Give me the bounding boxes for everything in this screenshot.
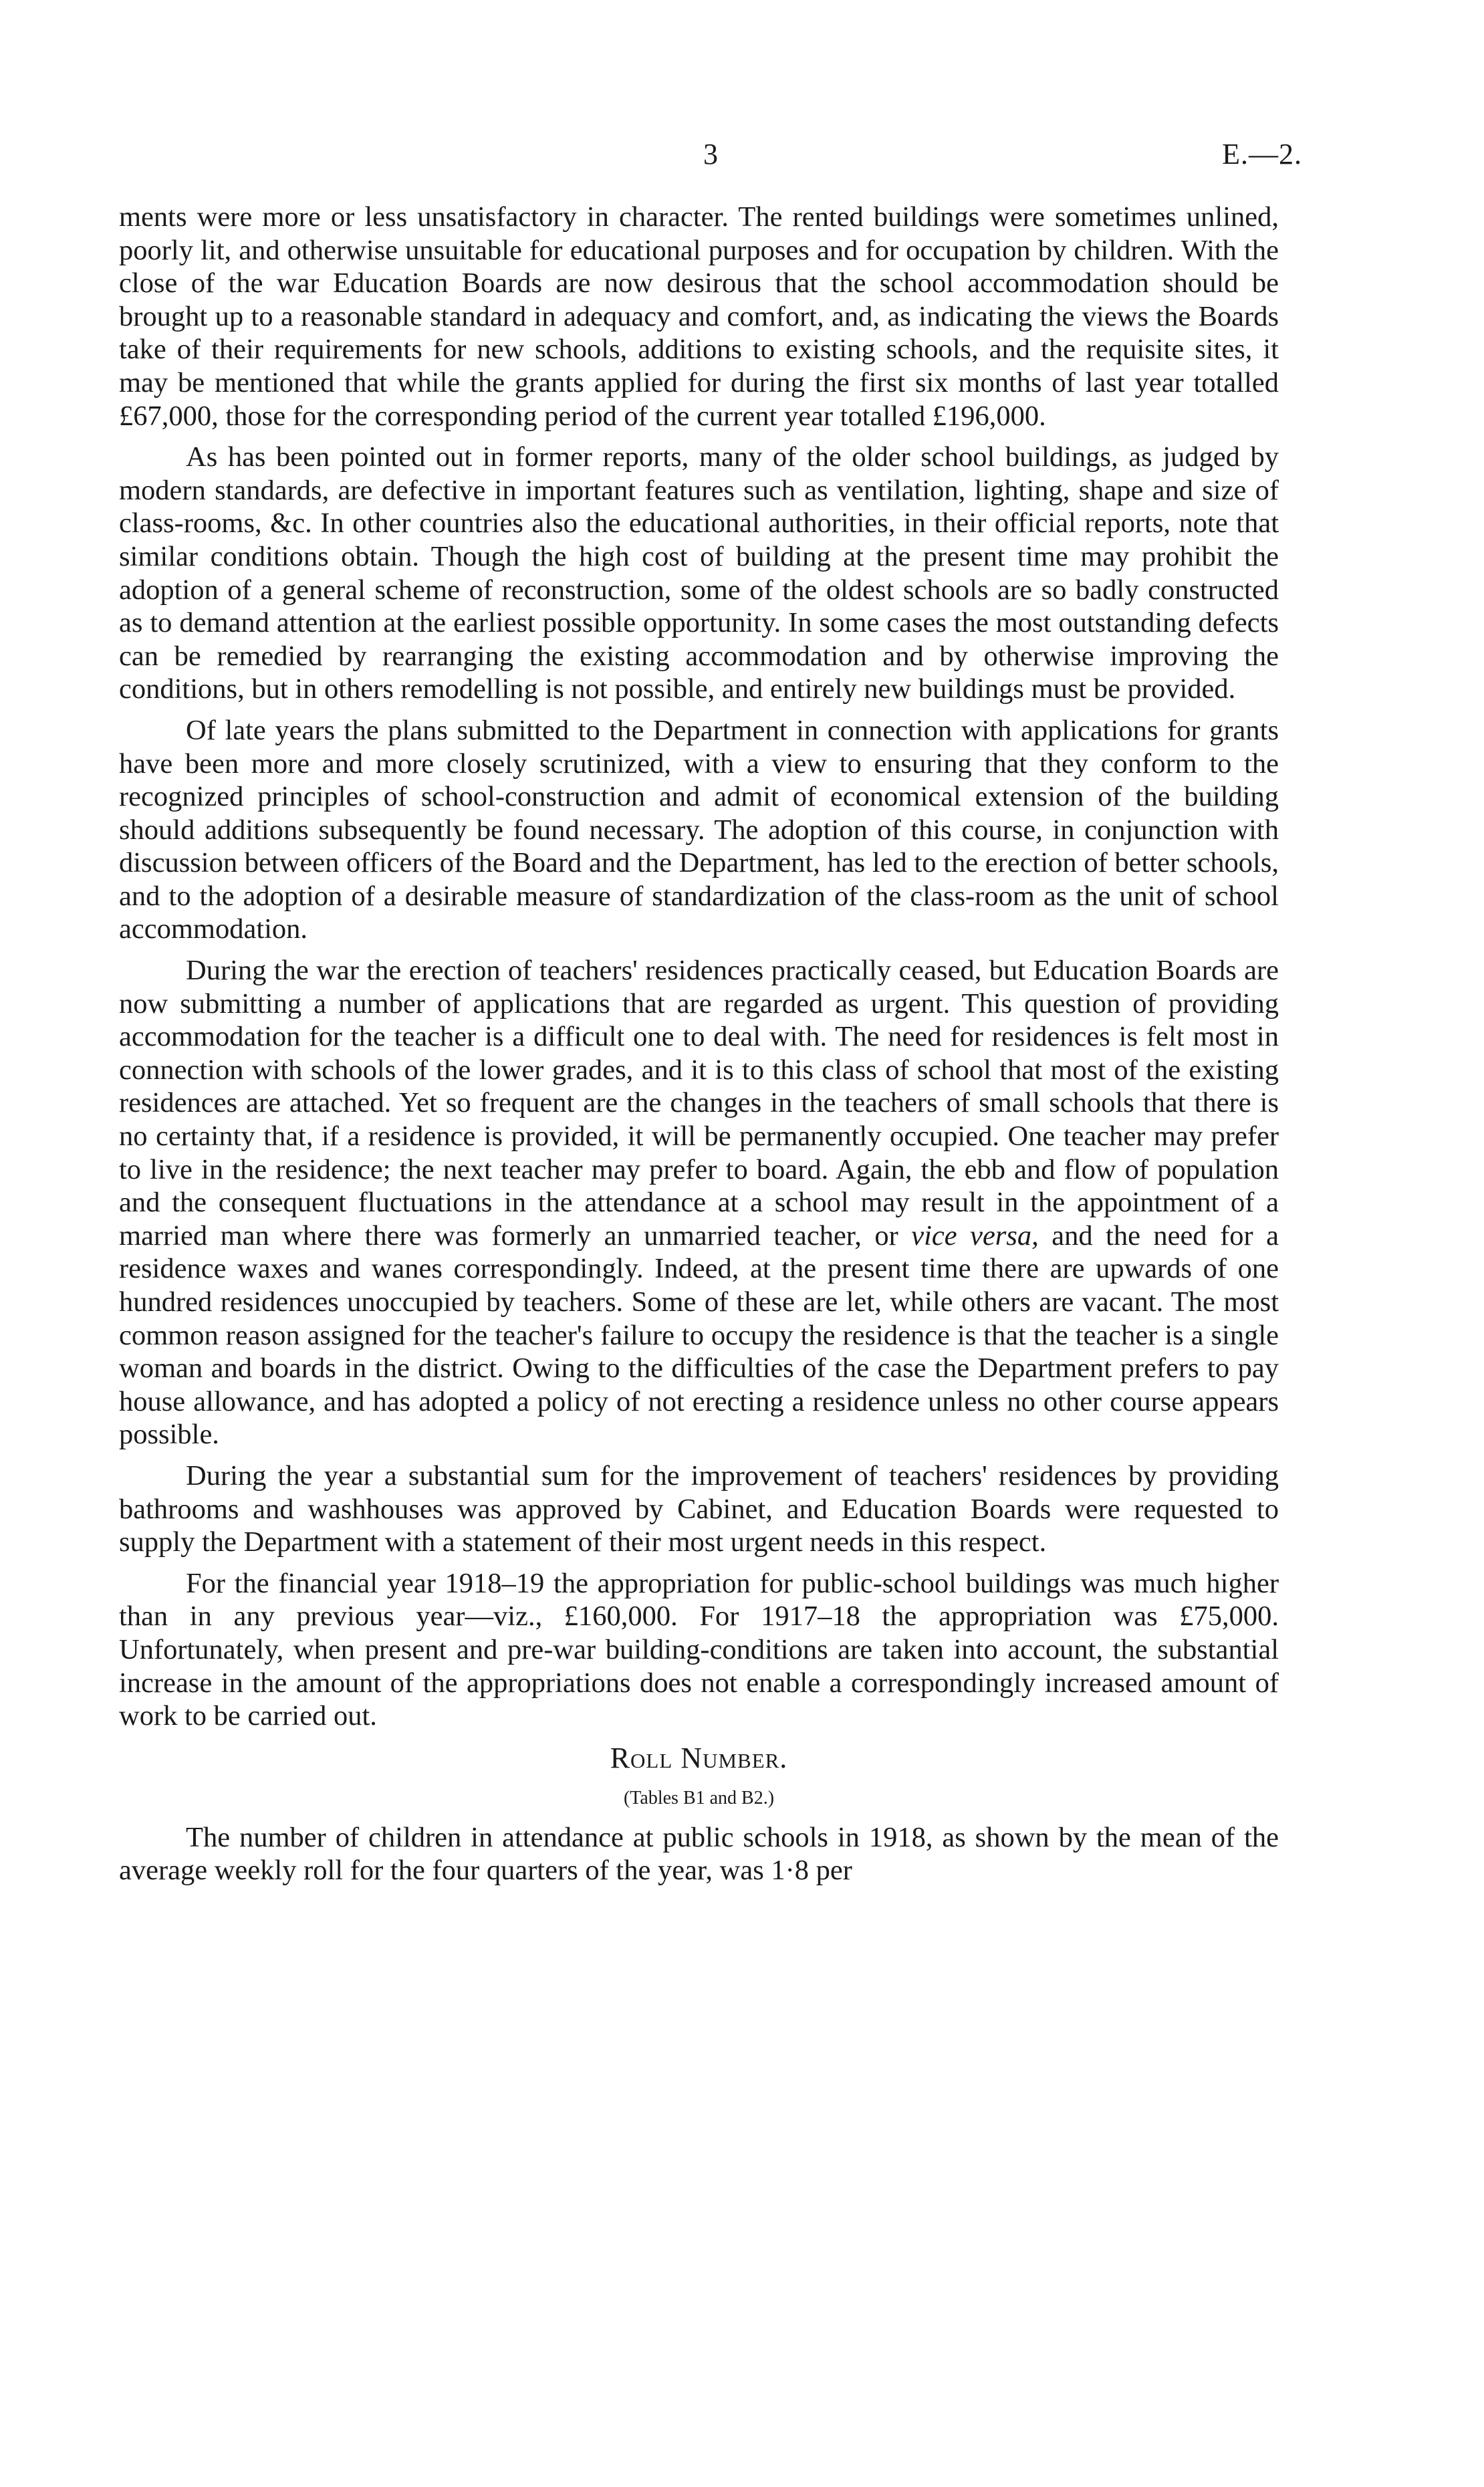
paragraph: During the year a substantial sum for the improvement of teachers' residences by providing bathrooms and washhouses was approved by Cabinet, and Education Boards were requested to supply the Department with a statement of their most urgent needs in this respect. — [119, 1459, 1279, 1558]
section-subheading: (Tables B1 and B2.) — [623, 1787, 775, 1808]
running-header — [0, 137, 1484, 177]
section-heading: Roll Number. — [610, 1741, 788, 1774]
paragraph: Of late years the plans submitted to the Department in connection with applications for grants have been more and more closely scrutinized, with a view to ensuring that they conform to the recognized principles of school-construction and admit of economical extension of the building should additions subsequently be found necessary. The adoption of this course, in conjunction with discussion between officers of the Board and the Department, has led to the erection of better schools, and to the adoption of a desirable measure of standardization of the class-room as the unit of school accommodation. — [119, 714, 1279, 945]
paragraph-teachers-residences — [119, 954, 1279, 1451]
italic-phrase: vice versa, — [911, 1219, 1039, 1252]
paragraph: As has been pointed out in former reports, many of the older school buildings, as judged by modern standards, are defective in important features such as ventilation, lighting, shape and size of class-rooms, &c. In other countries also the educational authorities, in their official reports, note that similar conditions obtain. Though the high cost of building at the present time may prohibit the adoption of a general scheme of reconstruction, some of the oldest schools are so badly constructed as to demand attention at the earliest possible opportunity. In some cases the most outstanding defects can be remedied by rearranging the existing accommodation and by otherwise improving the conditions, but in others remodelling is not possible, and entirely new buildings must be provided. — [119, 441, 1279, 705]
paragraph-text: During the war the erection of teachers' residences practically ceased, but Education Boards are now submitting a number of applications that are regarded as urgent. This question of providing accommodation for the teacher is a difficult one to deal with. The need for residences is felt most in connection with schools of the lower grades, and it is to this class of school that most of the existing residences are attached. Yet so frequent are the changes in the teachers of small schools that there is no certainty that, if a residence is provided, it will be permanently occupied. One teacher may prefer to live in the residence; the next teacher may prefer to board. Again, the ebb and flow of population and the consequent fluctuations in the attendance at a school may result in the appointment of a married man where there was formerly an unmarried teacher, or — [119, 955, 1279, 1252]
section-reference: E.—2. — [1222, 138, 1302, 170]
paragraph: ments were more or less unsatisfactory in character. The rented buildings were sometimes unlined, poorly lit, and otherwise unsuitable for educational purposes and for occupation by children. With the close of the war Education Boards are now desirous that the school accommodation should be brought up to a reasonable standard in adequacy and comfort, and, as indicating the views the Boards take of their requirements for new schools, additions to existing schools, and the requisite sites, it may be mentioned that while the grants applied for during the first six months of last year totalled £67,000, those for the corresponding period of the current year totalled £196,000. — [119, 201, 1279, 432]
paragraph: For the financial year 1918–19 the appropriation for public-school buildings was much higher than in any previous year—viz., £160,000. For 1917–18 the appropriation was £75,000. Unfortunately, when present and pre-war building-conditions are taken into account, the substantial increase in the amount of the appropriations does not enable a correspondingly increased amount of work to be carried out. — [119, 1567, 1279, 1732]
page-number: 3 — [703, 138, 718, 170]
paragraph-text: and the need for a residence waxes and wanes correspondingly. Indeed, at the present time there are upwards of one hundred residences unoccupied by teachers. Some of these are let, while others are vacant. The most common reason assigned for the teacher's failure to occupy the residence is that the teacher is a single woman and boards in the district. Owing to the difficulties of the case the Department prefers to pay house allowance, and has adopted a policy of not erecting a residence unless no other course appears possible. — [119, 1219, 1279, 1451]
paragraph: The number of children in attendance at public schools in 1918, as shown by the mean of the average weekly roll for the four quarters of the year, was 1·8 per — [119, 1821, 1279, 1887]
body-text — [119, 201, 1279, 1895]
